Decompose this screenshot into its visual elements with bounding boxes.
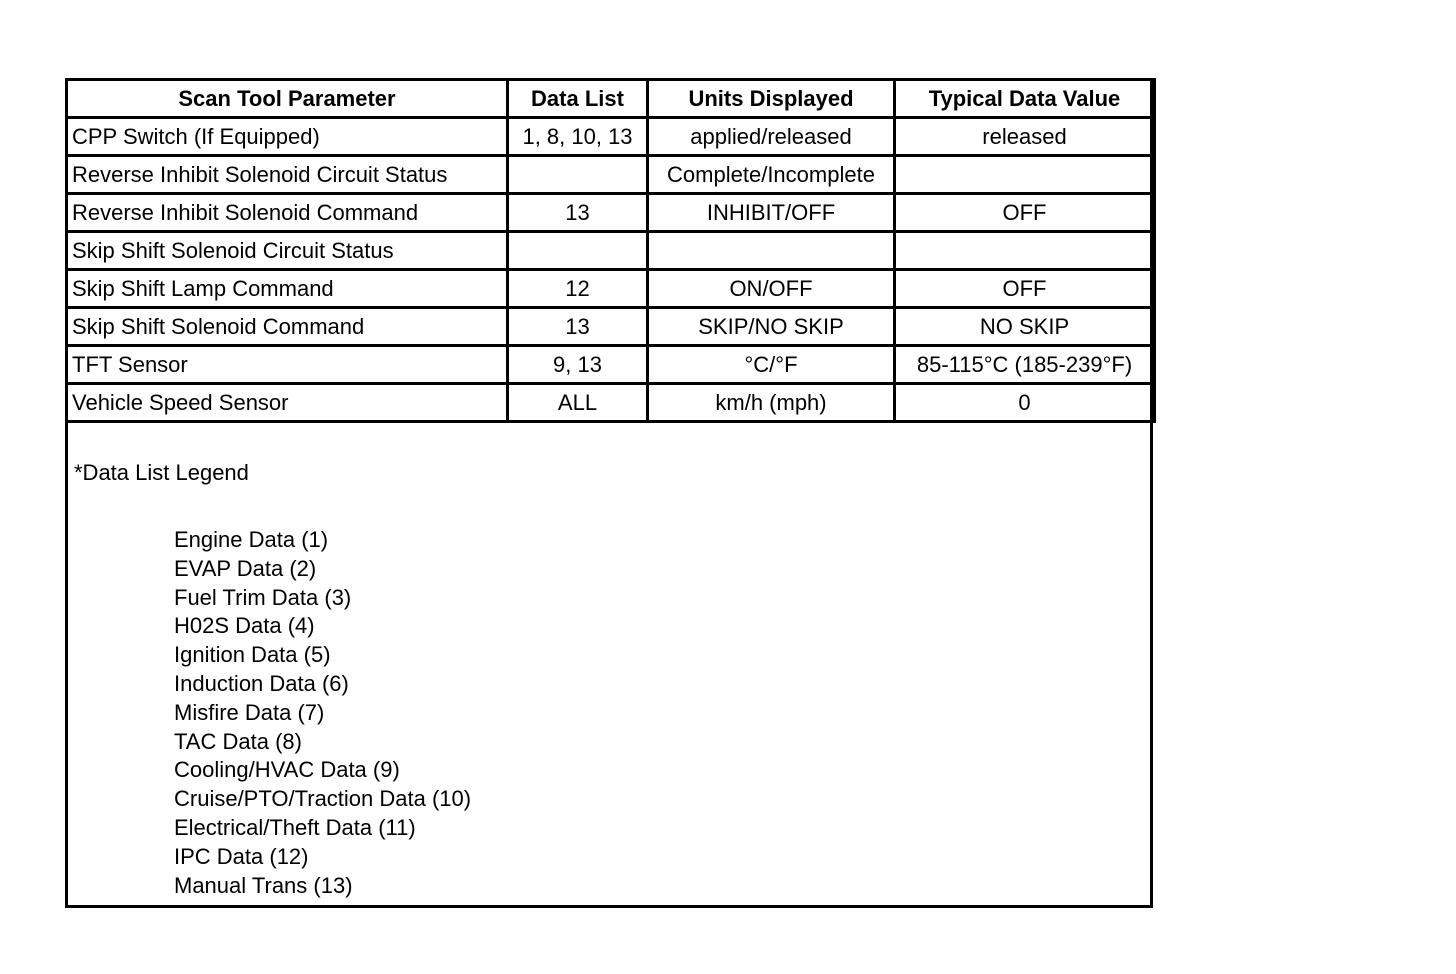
table-row xyxy=(67,232,1155,270)
legend-list xyxy=(174,526,471,900)
table-row xyxy=(67,270,1155,308)
header-scan-tool-parameter: Scan Tool Parameter xyxy=(67,80,508,118)
legend-item: Cooling/HVAC Data (9) xyxy=(174,757,400,783)
units-cell: INHIBIT/OFF xyxy=(648,194,895,232)
table-row xyxy=(67,346,1155,384)
parameter-cell: Skip Shift Lamp Command xyxy=(67,270,508,308)
table-header-row xyxy=(67,80,1155,118)
table-row xyxy=(67,384,1155,422)
parameter-cell: Reverse Inhibit Solenoid Circuit Status xyxy=(67,156,508,194)
typical-value-cell: OFF xyxy=(895,194,1155,232)
legend-item: Fuel Trim Data (3) xyxy=(174,584,352,610)
legend-item: Misfire Data (7) xyxy=(174,699,325,725)
table-row xyxy=(67,194,1155,232)
data-list-cell xyxy=(508,232,648,270)
typical-value-cell: 85-115°C (185-239°F) xyxy=(895,346,1155,384)
units-cell: ON/OFF xyxy=(648,270,895,308)
header-data-list: Data List xyxy=(508,80,648,118)
legend-item: Manual Trans (13) xyxy=(174,872,353,898)
parameter-cell: Skip Shift Solenoid Circuit Status xyxy=(67,232,508,270)
units-cell: °C/°F xyxy=(648,346,895,384)
parameter-cell: Vehicle Speed Sensor xyxy=(67,384,508,422)
parameter-cell: Skip Shift Solenoid Command xyxy=(67,308,508,346)
typical-value-cell: 0 xyxy=(895,384,1155,422)
units-cell: km/h (mph) xyxy=(648,384,895,422)
legend-item: IPC Data (12) xyxy=(174,843,309,869)
legend-title: *Data List Legend xyxy=(74,460,249,485)
units-cell: SKIP/NO SKIP xyxy=(648,308,895,346)
legend-item: H02S Data (4) xyxy=(174,613,315,639)
parameter-cell: CPP Switch (If Equipped) xyxy=(67,118,508,156)
units-cell xyxy=(648,232,895,270)
legend-item: EVAP Data (2) xyxy=(174,555,317,581)
typical-value-cell xyxy=(895,232,1155,270)
parameter-cell: Reverse Inhibit Solenoid Command xyxy=(67,194,508,232)
table-row xyxy=(67,308,1155,346)
typical-value-cell xyxy=(895,156,1155,194)
data-list-cell: 1, 8, 10, 13 xyxy=(508,118,648,156)
units-cell: applied/released xyxy=(648,118,895,156)
data-list-cell: 12 xyxy=(508,270,648,308)
typical-value-cell: NO SKIP xyxy=(895,308,1155,346)
data-list-cell: 13 xyxy=(508,194,648,232)
scan-tool-parameter-table xyxy=(65,78,1156,423)
legend-item: Electrical/Theft Data (11) xyxy=(174,814,416,840)
data-list-legend xyxy=(74,456,249,490)
data-list-cell: 9, 13 xyxy=(508,346,648,384)
data-list-cell xyxy=(508,156,648,194)
header-units-displayed: Units Displayed xyxy=(648,80,895,118)
typical-value-cell: OFF xyxy=(895,270,1155,308)
legend-item: TAC Data (8) xyxy=(174,728,302,754)
legend-item: Induction Data (6) xyxy=(174,670,349,696)
legend-item: Cruise/PTO/Traction Data (10) xyxy=(174,786,472,812)
units-cell: Complete/Incomplete xyxy=(648,156,895,194)
table-row xyxy=(67,118,1155,156)
legend-item: Ignition Data (5) xyxy=(174,642,331,668)
parameter-cell: TFT Sensor xyxy=(67,346,508,384)
data-list-cell: 13 xyxy=(508,308,648,346)
header-typical-data-value: Typical Data Value xyxy=(895,80,1155,118)
table-row xyxy=(67,156,1155,194)
data-list-cell: ALL xyxy=(508,384,648,422)
legend-item: Engine Data (1) xyxy=(174,527,329,552)
typical-value-cell: released xyxy=(895,118,1155,156)
